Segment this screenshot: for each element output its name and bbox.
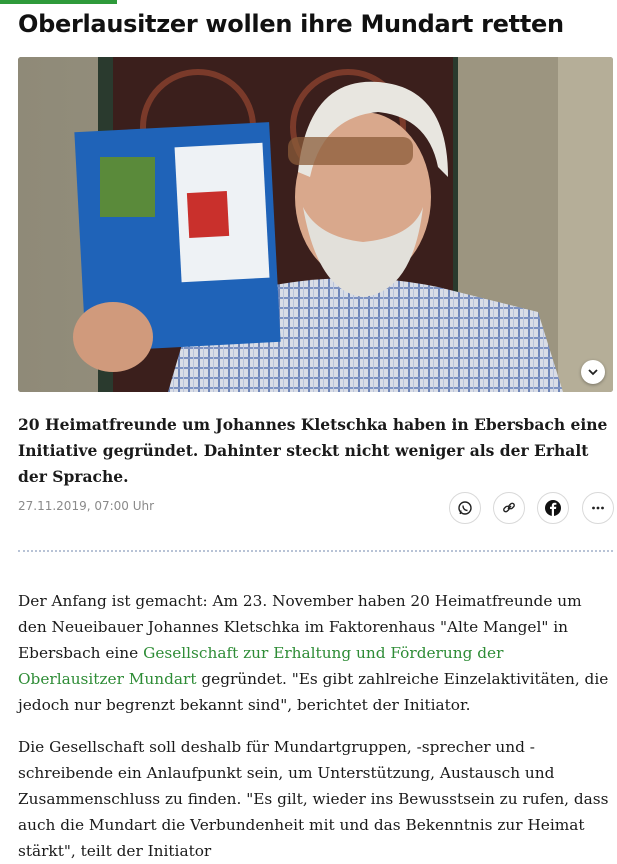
- article-paragraph-2: Die Gesellschaft soll deshalb für Mundartgruppen, -sprecher und -schreibende ein Anlaufpunkt sein, um Unterstützung, Austausch und Zusammenschluss zu finden. "Es gilt, wieder ins Bewusstsein zu rufen, dass auch die Mundart die Verbundenheit mit und das Bekenntnis zur Heimat stärkt", teilt der Initiator: [18, 738, 609, 860]
- reading-progress-fill: [0, 0, 117, 4]
- chevron-down-icon: [587, 366, 599, 378]
- society-link[interactable]: Gesellschaft zur Erhaltung und Förderung der Oberlausitzer Mundart: [18, 644, 504, 688]
- share-facebook-button[interactable]: [537, 492, 569, 524]
- expand-image-button[interactable]: [581, 360, 605, 384]
- article-title: Oberlausitzer wollen ihre Mundart retten: [18, 10, 564, 38]
- share-whatsapp-button[interactable]: [449, 492, 481, 524]
- whatsapp-icon: [457, 500, 473, 516]
- link-icon: [501, 500, 517, 516]
- more-icon: [590, 500, 606, 516]
- copy-link-button[interactable]: [493, 492, 525, 524]
- paragraph-1-text-start: Der Anfang ist gemacht: Am 23. November haben 20 Heimatfreunde um den Neueibauer Johannes Kletschka im Faktorenhaus "Alte Mangel" in Ebersbach eine: [18, 592, 582, 662]
- paragraph-1-text-end: gegründet. "Es gibt zahlreiche Einzelaktivitäten, die jedoch nur begrenzt bekannt sind", berichtet der Initiator.: [18, 670, 609, 714]
- reading-progress-bar: [0, 0, 617, 4]
- section-divider: [18, 550, 613, 552]
- facebook-icon: [544, 499, 562, 517]
- article-lead: 20 Heimatfreunde um Johannes Kletschka haben in Ebersbach eine Initiative gegründet. Dahinter steckt nicht weniger als der Erhalt der Sprache.: [18, 415, 608, 486]
- article-hero-image[interactable]: [18, 57, 613, 392]
- publish-date: 27.11.2019, 07:00 Uhr: [18, 499, 155, 513]
- article-paragraph-1: [18, 588, 613, 718]
- hero-photo: [18, 57, 613, 392]
- more-share-options-button[interactable]: [582, 492, 614, 524]
